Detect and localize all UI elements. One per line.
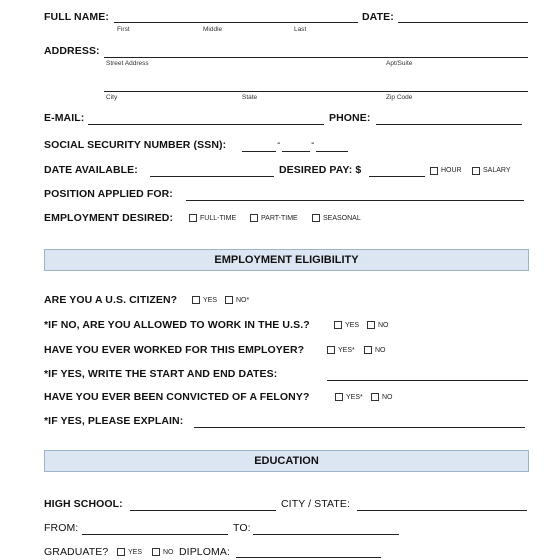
date-label: DATE: <box>362 11 394 23</box>
high-school-field[interactable] <box>130 510 276 511</box>
allowed-no-checkbox[interactable] <box>367 321 375 329</box>
citizen-no-label: NO* <box>236 297 250 304</box>
desired-pay-label: DESIRED PAY: $ <box>279 164 362 176</box>
start-end-dates-field[interactable] <box>327 380 528 381</box>
city-state-label: CITY / STATE: <box>281 498 350 510</box>
graduate-label: GRADUATE? <box>44 546 109 558</box>
part-time-checkbox[interactable] <box>250 214 258 222</box>
ssn-label: SOCIAL SECURITY NUMBER (SSN): <box>44 139 227 151</box>
addr-sub-zip: Zip Code <box>386 94 413 101</box>
worked-yes-label: YES* <box>338 347 355 354</box>
pay-salary-checkbox[interactable] <box>472 167 480 175</box>
full-name-field[interactable] <box>114 22 358 23</box>
to-field[interactable] <box>253 534 399 535</box>
date-available-label: DATE AVAILABLE: <box>44 164 138 176</box>
name-sub-last: Last <box>294 26 307 33</box>
pay-hour-checkbox[interactable] <box>430 167 438 175</box>
felony-yes-checkbox[interactable] <box>335 393 343 401</box>
employment-eligibility-header: EMPLOYMENT ELIGIBILITY <box>44 249 529 271</box>
graduate-yes-checkbox[interactable] <box>117 548 125 556</box>
diploma-field[interactable] <box>236 557 381 558</box>
citizen-yes-label: YES <box>203 297 218 304</box>
ssn-dash-2: - <box>311 137 315 149</box>
graduate-no-checkbox[interactable] <box>152 548 160 556</box>
seasonal-label: SEASONAL <box>323 215 361 222</box>
felony-yes-label: YES* <box>346 394 363 401</box>
employment-desired-label: EMPLOYMENT DESIRED: <box>44 212 174 224</box>
citizen-yes-checkbox[interactable] <box>192 296 200 304</box>
pay-salary-label: SALARY <box>483 167 511 174</box>
name-sub-middle: Middle <box>203 26 223 33</box>
position-field[interactable] <box>186 200 524 201</box>
worked-no-label: NO <box>375 347 386 354</box>
felony-question: HAVE YOU EVER BEEN CONVICTED OF A FELONY? <box>44 391 310 403</box>
addr-sub-apt: Apt/Suite <box>386 60 413 67</box>
to-label: TO: <box>233 522 251 534</box>
seasonal-checkbox[interactable] <box>312 214 320 222</box>
full-time-label: FULL-TIME <box>200 215 237 222</box>
email-field[interactable] <box>88 124 324 125</box>
worked-no-checkbox[interactable] <box>364 346 372 354</box>
worked-for-employer-question: HAVE YOU EVER WORKED FOR THIS EMPLOYER? <box>44 344 305 356</box>
from-field[interactable] <box>82 534 228 535</box>
allowed-yes-checkbox[interactable] <box>334 321 342 329</box>
full-name-label: FULL NAME: <box>44 11 109 23</box>
ssn-field-1[interactable] <box>242 151 276 152</box>
addr-sub-city: City <box>106 94 118 101</box>
position-label: POSITION APPLIED FOR: <box>44 188 173 200</box>
phone-field[interactable] <box>376 124 522 125</box>
graduate-yes-label: YES <box>128 549 143 556</box>
allowed-no-label: NO <box>378 322 389 329</box>
city-state-zip-field[interactable] <box>104 91 528 92</box>
addr-sub-state: State <box>242 94 258 101</box>
felony-explain-field[interactable] <box>194 427 525 428</box>
diploma-label: DIPLOMA: <box>179 546 230 558</box>
felony-no-checkbox[interactable] <box>371 393 379 401</box>
worked-yes-checkbox[interactable] <box>327 346 335 354</box>
desired-pay-field[interactable] <box>369 176 425 177</box>
pay-hour-label: HOUR <box>441 167 462 174</box>
start-end-dates-question: *IF YES, WRITE THE START AND END DATES: <box>44 368 278 380</box>
high-school-city-state-field[interactable] <box>357 510 527 511</box>
ssn-field-2[interactable] <box>282 151 310 152</box>
ssn-field-3[interactable] <box>316 151 348 152</box>
citizen-no-checkbox[interactable] <box>225 296 233 304</box>
felony-no-label: NO <box>382 394 393 401</box>
full-time-checkbox[interactable] <box>189 214 197 222</box>
street-address-field[interactable] <box>104 57 528 58</box>
citizen-question: ARE YOU A U.S. CITIZEN? <box>44 294 178 306</box>
allowed-to-work-question: *IF NO, ARE YOU ALLOWED TO WORK IN THE U.S.? <box>44 319 310 331</box>
phone-label: PHONE: <box>329 112 371 124</box>
address-label: ADDRESS: <box>44 45 100 57</box>
name-sub-first: First <box>117 26 130 33</box>
date-available-field[interactable] <box>150 176 274 177</box>
ssn-dash-1: - <box>277 137 281 149</box>
felony-explain-question: *IF YES, PLEASE EXPLAIN: <box>44 415 184 427</box>
email-label: E-MAIL: <box>44 112 85 124</box>
education-header: EDUCATION <box>44 450 529 472</box>
allowed-yes-label: YES <box>345 322 360 329</box>
part-time-label: PART-TIME <box>261 215 298 222</box>
graduate-no-label: NO <box>163 549 174 556</box>
date-field[interactable] <box>398 22 528 23</box>
high-school-label: HIGH SCHOOL: <box>44 498 123 510</box>
from-label: FROM: <box>44 522 79 534</box>
addr-sub-street: Street Address <box>106 60 149 67</box>
